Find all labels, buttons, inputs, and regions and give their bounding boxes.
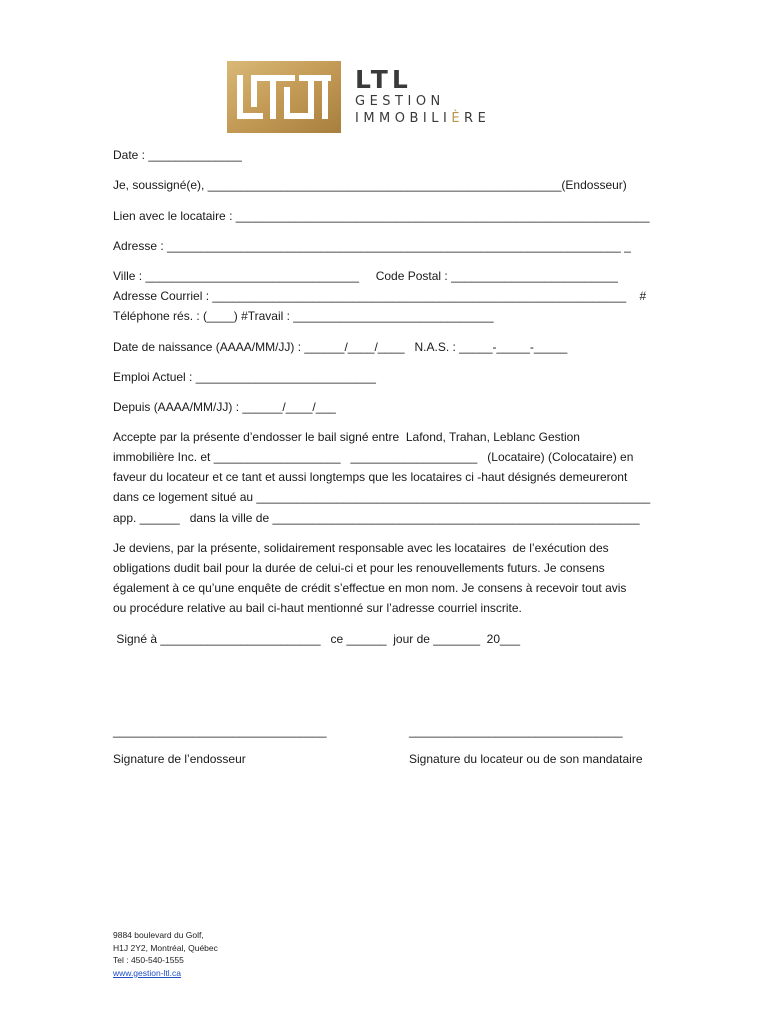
email-field[interactable]: Adresse Courriel : ______________________________________________________________ # <box>113 289 647 303</box>
para1-line[interactable]: immobilière Inc. et ___________________ ___________________ (Locataire) (Colocataire) en <box>113 450 634 464</box>
logo-brand: LTL <box>355 65 412 94</box>
para1-line[interactable]: app. ______ dans la ville de _______________________________________________________ <box>113 511 640 525</box>
landlord-signature-label: Signature du locateur ou de son mandataire <box>409 752 643 766</box>
logo-wordmark <box>355 67 490 127</box>
undersigned-field[interactable]: Je, soussigné(e), _____________________________________________________(Endosseur) <box>113 178 627 192</box>
address-field[interactable]: Adresse : ____________________________________________________________________ _ <box>113 239 631 253</box>
logo-line2: IMMOBILIÈRE <box>355 111 491 126</box>
endorser-signature-line[interactable]: ________________________________ <box>113 724 327 738</box>
current-job-field[interactable]: Emploi Actuel : ___________________________ <box>113 370 376 384</box>
footer-street: 9884 boulevard du Golf, <box>113 930 204 940</box>
date-field[interactable]: Date : ______________ <box>113 148 242 162</box>
city-postal-field[interactable]: Ville : ________________________________ Code Postal : _________________________ <box>113 269 618 283</box>
para2-line: ou procédure relative au bail ci-haut mentionné sur l’adresse courriel inscrite. <box>113 601 522 615</box>
para2-line: également à ce qu’une enquête de crédit s’effectue en mon nom. Je consens à recevoir tout avis <box>113 581 627 595</box>
para1-line: Accepte par la présente d’endosser le bail signé entre Lafond, Trahan, Leblanc Gestion <box>113 430 580 444</box>
footer-tel: Tel : 450-540-1555 <box>113 955 184 965</box>
para2-line: Je deviens, par la présente, solidairement responsable avec les locataires de l’exécution des <box>113 541 609 555</box>
phone-field[interactable]: Téléphone rés. : (____) #Travail : ______________________________ <box>113 309 494 323</box>
logo-line1: GESTION <box>355 94 445 109</box>
para2-line: obligations dudit bail pour la durée de celui-ci et pour les renouvellements futurs. Je consens <box>113 561 605 575</box>
since-date-field[interactable]: Depuis (AAAA/MM/JJ) : ______/____/___ <box>113 400 336 414</box>
landlord-signature-line[interactable]: ________________________________ <box>409 724 623 738</box>
endorser-signature-label: Signature de l’endosseur <box>113 752 246 766</box>
ltl-logo-mark-icon <box>227 61 341 133</box>
tenant-link-field[interactable]: Lien avec le locataire : ______________________________________________________________ <box>113 209 650 223</box>
signed-at-field[interactable]: Signé à ________________________ ce ______ jour de _______ 20___ <box>113 632 521 646</box>
birthdate-sin-field[interactable]: Date de naissance (AAAA/MM/JJ) : ______/____/____ N.A.S. : _____-_____-_____ <box>113 340 568 354</box>
para1-line: faveur du locateur et ce tant et aussi longtemps que les locataires ci -haut désignés demeureront <box>113 470 628 484</box>
para1-line[interactable]: dans ce logement situé au ___________________________________________________________ <box>113 490 651 504</box>
footer-address <box>113 929 218 979</box>
company-logo <box>227 61 547 135</box>
footer-city: H1J 2Y2, Montréal, Québec <box>113 942 218 953</box>
website-link[interactable]: www.gestion-ltl.ca <box>113 967 182 978</box>
